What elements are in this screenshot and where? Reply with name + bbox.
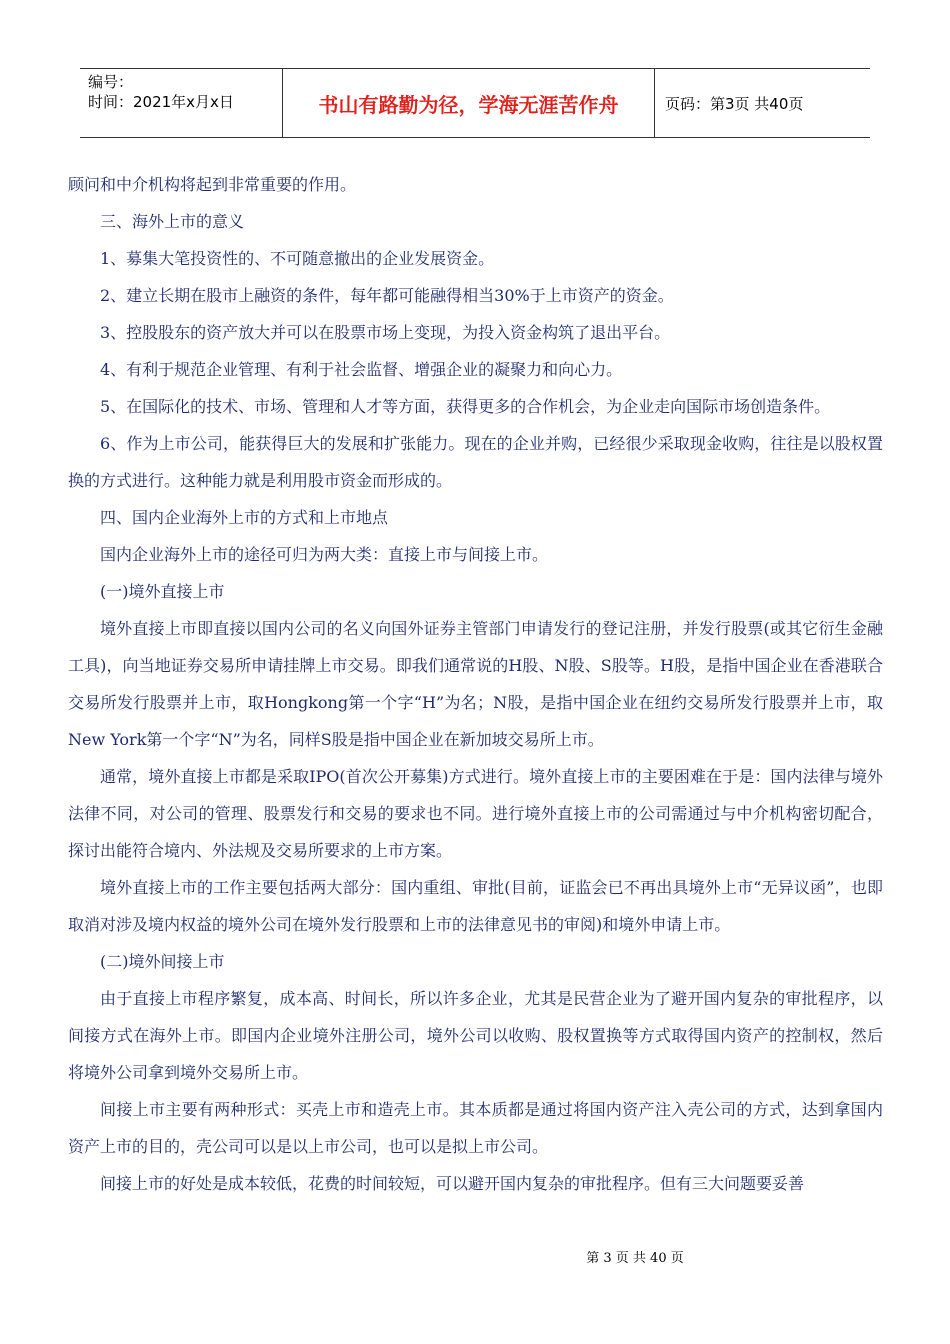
paragraph: 4、有利于规范企业管理、有利于社会监督、增强企业的凝聚力和向心力。 [100,360,623,379]
page-header [80,68,870,138]
paragraph: 境外直接上市的工作主要包括两大部分：国内重组、审批(目前，证监会已不再出具境外上市“无异议函”，也即取消对涉及境内权益的境外公司在境外发行股票和上市的法律意见书的审阅)和境外申请上市。 [68,878,883,934]
section-heading: 三、海外上市的意义 [100,212,245,231]
paragraph: 通常，境外直接上市都是采取IPO(首次公开募集)方式进行。境外直接上市的主要困难在于是：国内法律与境外法律不同，对公司的管理、股票发行和交易的要求也不同。进行境外直接上市的公司需通过与中介机构密切配合，探讨出能符合境内、外法规及交易所要求的上市方案。 [68,767,883,860]
header-meta [80,69,282,137]
paragraph-continuation: 顾问和中介机构将起到非常重要的作用。 [68,175,357,194]
page-footer: 第 3 页 共 40 页 [586,1251,684,1266]
document-number-label: 编号： [88,73,134,91]
paragraph: 国内企业海外上市的途径可归为两大类：直接上市与间接上市。 [100,545,549,564]
paragraph: 5、在国际化的技术、市场、管理和人才等方面，获得更多的合作机会，为企业走向国际市场创造条件。 [100,397,831,416]
header-page-info: 页码：第3页 共40页 [665,94,804,113]
paragraph: 3、控股股东的资产放大并可以在股票市场上变现，为投入资金构筑了退出平台。 [100,323,671,342]
paragraph: 2、建立长期在股市上融资的条件，每年都可能融得相当30%于上市资产的资金。 [100,286,674,305]
paragraph: 间接上市的好处是成本较低，花费的时间较短，可以避开国内复杂的审批程序。但有三大问题要妥善 [100,1174,805,1193]
document-time-label: 时间：2021年x月x日 [88,93,234,111]
header-motto: 书山有路勤为径，学海无涯苦作舟 [282,69,655,137]
paragraph: 1、募集大笔投资性的、不可随意撤出的企业发展资金。 [100,249,495,268]
subsection-heading: (二)境外间接上市 [100,952,225,971]
paragraph: 6、作为上市公司，能获得巨大的发展和扩张能力。现在的企业并购，已经很少采取现金收购，往往是以股权置换的方式进行。这种能力就是利用股市资金而形成的。 [68,434,883,490]
paragraph: 由于直接上市程序繁复，成本高、时间长，所以许多企业，尤其是民营企业为了避开国内复杂的审批程序，以间接方式在海外上市。即国内企业境外注册公司，境外公司以收购、股权置换等方式取得国内资产的控制权，然后将境外公司拿到境外交易所上市。 [68,989,883,1082]
paragraph: 间接上市主要有两种形式：买壳上市和造壳上市。其本质都是通过将国内资产注入壳公司的方式，达到拿国内资产上市的目的，壳公司可以是以上市公司，也可以是拟上市公司。 [68,1100,883,1156]
section-heading: 四、国内企业海外上市的方式和上市地点 [100,508,389,527]
subsection-heading: (一)境外直接上市 [100,582,225,601]
document-body [68,166,883,1202]
paragraph: 境外直接上市即直接以国内公司的名义向国外证券主管部门申请发行的登记注册，并发行股票(或其它衍生金融工具)，向当地证券交易所申请挂牌上市交易。即我们通常说的H股、N股、S股等。H股，是指中国企业在香港联合交易所发行股票并上市，取Hongkong第一个字“H”为名；N股，是指中国企业在纽约交易所发行股票并上市，取New York第一个字“N”为名，同样S股是指中国企业在新加坡交易所上市。 [68,619,883,749]
